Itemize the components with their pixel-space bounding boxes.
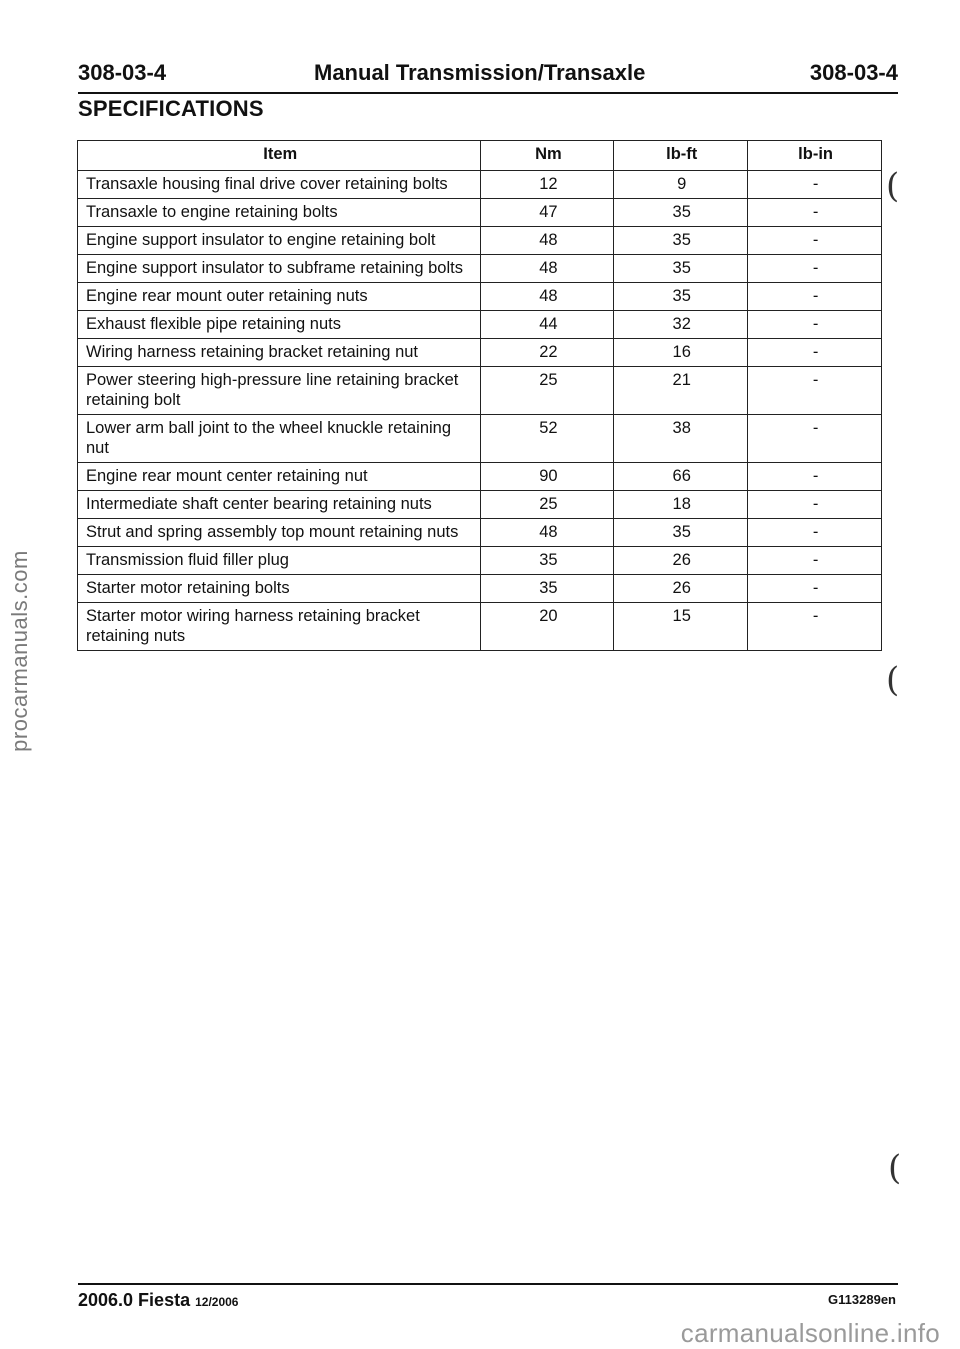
cell-lbft: 16 — [614, 339, 748, 367]
column-header-lbft: lb-ft — [614, 141, 748, 171]
cell-lbft: 32 — [614, 311, 748, 339]
table-body — [78, 171, 882, 651]
cell-item: Lower arm ball joint to the wheel knuckle retaining nut — [78, 415, 481, 463]
cell-lbft: 15 — [614, 603, 748, 651]
cell-item: Transaxle housing final drive cover retaining bolts — [78, 171, 481, 199]
specifications-table — [77, 140, 882, 651]
header-divider — [78, 92, 898, 94]
page-number-right: 308-03-4 — [809, 60, 898, 85]
cell-nm: 48 — [481, 283, 614, 311]
margin-bracket-mark: ( — [886, 660, 900, 700]
cell-lbin: - — [748, 575, 882, 603]
cell-lbft: 35 — [614, 227, 748, 255]
cell-nm: 25 — [481, 491, 614, 519]
cell-nm: 25 — [481, 367, 614, 415]
cell-lbft: 35 — [614, 199, 748, 227]
cell-item: Transmission fluid filler plug — [78, 547, 481, 575]
cell-nm: 90 — [481, 463, 614, 491]
table-row — [78, 491, 882, 519]
cell-item: Engine support insulator to subframe retaining bolts — [78, 255, 481, 283]
cell-nm: 48 — [481, 255, 614, 283]
cell-lbin: - — [748, 339, 882, 367]
cell-nm: 12 — [481, 171, 614, 199]
cell-item: Engine rear mount outer retaining nuts — [78, 283, 481, 311]
cell-nm: 44 — [481, 311, 614, 339]
side-watermark: procarmanuals.com — [7, 550, 32, 752]
cell-lbin: - — [748, 491, 882, 519]
cell-item: Engine rear mount center retaining nut — [78, 463, 481, 491]
cell-lbin: - — [748, 547, 882, 575]
table-row — [78, 255, 882, 283]
margin-bracket-mark: ( — [886, 166, 900, 206]
table-row — [78, 463, 882, 491]
cell-nm: 47 — [481, 199, 614, 227]
table-row — [78, 547, 882, 575]
margin-bracket-mark: ( — [888, 1148, 902, 1188]
table-row — [78, 519, 882, 547]
cell-lbft: 35 — [614, 283, 748, 311]
page-number-left: 308-03-4 — [78, 60, 167, 85]
edition-date: 12/2006 — [195, 1295, 239, 1309]
cell-lbft: 9 — [614, 171, 748, 199]
footer-divider — [78, 1283, 898, 1285]
cell-nm: 35 — [481, 575, 614, 603]
cell-item: Power steering high-pressure line retaining bracket retaining bolt — [78, 367, 481, 415]
cell-item: Starter motor wiring harness retaining bracket retaining nuts — [78, 603, 481, 651]
cell-item: Engine support insulator to engine retaining bolt — [78, 227, 481, 255]
cell-item: Exhaust flexible pipe retaining nuts — [78, 311, 481, 339]
cell-lbft: 26 — [614, 547, 748, 575]
cell-lbft: 35 — [614, 255, 748, 283]
cell-nm: 52 — [481, 415, 614, 463]
cell-lbin: - — [748, 311, 882, 339]
cell-lbft: 35 — [614, 519, 748, 547]
cell-lbin: - — [748, 519, 882, 547]
table-row — [78, 339, 882, 367]
table-header-row — [78, 141, 882, 171]
table-row — [78, 227, 882, 255]
cell-lbft: 66 — [614, 463, 748, 491]
cell-lbin: - — [748, 227, 882, 255]
cell-item: Starter motor retaining bolts — [78, 575, 481, 603]
table-row — [78, 199, 882, 227]
column-header-lbin: lb-in — [748, 141, 882, 171]
bottom-watermark: carmanualsonline.info — [680, 1318, 940, 1348]
cell-lbft: 21 — [614, 367, 748, 415]
column-header-item: Item — [78, 141, 481, 171]
table-row — [78, 311, 882, 339]
cell-lbin: - — [748, 463, 882, 491]
cell-lbin: - — [748, 367, 882, 415]
page-header — [78, 58, 898, 92]
document-title: Manual Transmission/Transaxle — [314, 60, 646, 85]
cell-lbin: - — [748, 415, 882, 463]
edition-label: 2006.0 Fiesta — [78, 1290, 191, 1310]
table-row — [78, 367, 882, 415]
cell-lbin: - — [748, 603, 882, 651]
cell-item: Wiring harness retaining bracket retaining nut — [78, 339, 481, 367]
cell-nm: 22 — [481, 339, 614, 367]
figure-code: G113289en — [828, 1292, 896, 1307]
cell-nm: 35 — [481, 547, 614, 575]
cell-lbft: 18 — [614, 491, 748, 519]
cell-item: Intermediate shaft center bearing retaining nuts — [78, 491, 481, 519]
cell-nm: 48 — [481, 227, 614, 255]
table-row — [78, 171, 882, 199]
cell-lbft: 38 — [614, 415, 748, 463]
table-row — [78, 283, 882, 311]
cell-lbin: - — [748, 199, 882, 227]
table-row — [78, 415, 882, 463]
cell-item: Transaxle to engine retaining bolts — [78, 199, 481, 227]
cell-nm: 48 — [481, 519, 614, 547]
table-row — [78, 603, 882, 651]
cell-nm: 20 — [481, 603, 614, 651]
footer-edition — [78, 1290, 238, 1311]
cell-lbin: - — [748, 283, 882, 311]
table-row — [78, 575, 882, 603]
cell-lbin: - — [748, 171, 882, 199]
cell-lbft: 26 — [614, 575, 748, 603]
cell-item: Strut and spring assembly top mount retaining nuts — [78, 519, 481, 547]
column-header-nm: Nm — [481, 141, 614, 171]
section-title: SPECIFICATIONS — [78, 96, 264, 121]
cell-lbin: - — [748, 255, 882, 283]
